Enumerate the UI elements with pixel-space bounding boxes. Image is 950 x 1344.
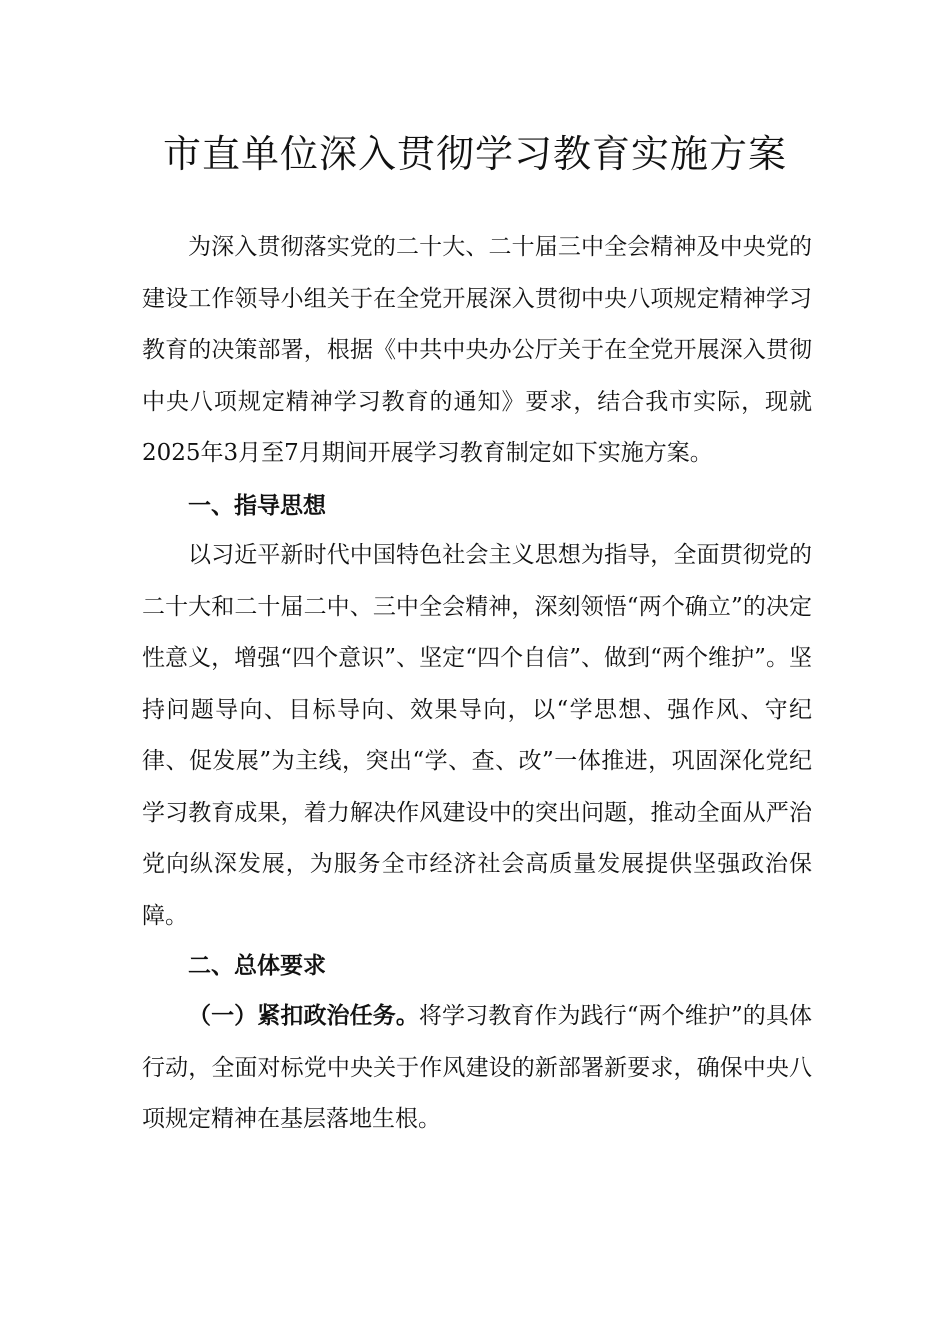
document-title: 市直单位深入贯彻学习教育实施方案 xyxy=(162,132,787,176)
section-2-item-1 xyxy=(142,990,812,1146)
section-2-heading: 二、总体要求 xyxy=(188,952,326,979)
intro-paragraph: 为深入贯彻落实党的二十大、二十届三中全会精神及中央党的建设工作领导小组关于在全党开展深入贯彻中央八项规定精神学习教育的决策部署，根据《中共中央办公厅关于在全党开展深入贯彻中央八项规定精神学习教育的通知》要求，结合我市实际，现就2025年3月至7月期间开展学习教育制定如下实施方案。 xyxy=(142,234,812,466)
item-1-text: 将学习教育作为践行“两个维护”的具体行动，全面对标党中央关于作风建设的新部署新要求，确保中央八项规定精神在基层落地生根。 xyxy=(142,1003,812,1132)
section-1-heading: 一、指导思想 xyxy=(188,492,326,519)
item-1-label: （一）紧扣政治任务。 xyxy=(188,1002,419,1029)
section-1-paragraph: 以习近平新时代中国特色社会主义思想为指导，全面贯彻党的二十大和二十届二中、三中全会精神，深刻领悟“两个确立”的决定性意义，增强“四个意识”、坚定“四个自信”、做到“两个维护”。坚持问题导向、目标导向、效果导向，以“学思想、强作风、守纪律、促发展”为主线，突出“学、查、改”一体推进，巩固深化党纪学习教育成果，着力解决作风建设中的突出问题，推动全面从严治党向纵深发展，为服务全市经济社会高质量发展提供坚强政治保障。 xyxy=(142,542,812,929)
